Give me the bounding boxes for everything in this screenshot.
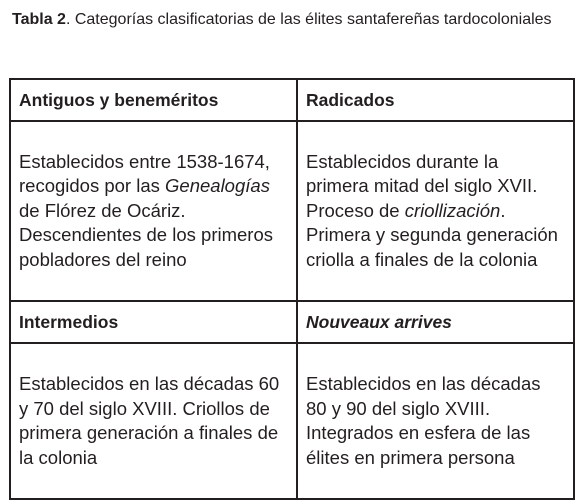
header-nouveaux-arrives: Nouveaux arrives bbox=[297, 301, 574, 343]
categories-table bbox=[9, 78, 575, 500]
cell-italic-text: criollización bbox=[404, 199, 501, 221]
table-header-row bbox=[10, 79, 574, 121]
cell-text: de Flórez de Ocáriz. Descendientes de los primeros pobladores del reino bbox=[19, 199, 273, 270]
cell-antiguos bbox=[10, 121, 297, 301]
table-row bbox=[10, 121, 574, 301]
header-radicados: Radicados bbox=[297, 79, 574, 121]
cell-radicados bbox=[297, 121, 574, 301]
cell-intermedios bbox=[10, 343, 297, 499]
table-row bbox=[10, 343, 574, 499]
cell-text: . Primera y segunda generación criolla a finales de la colonia bbox=[306, 199, 558, 270]
table-caption bbox=[12, 8, 568, 32]
table-caption-text: . Categorías clasificatorias de las élites santafereñas tardocoloniales bbox=[65, 11, 552, 28]
table-header-row bbox=[10, 301, 574, 343]
cell-nouveaux-arrives bbox=[297, 343, 574, 499]
header-antiguos: Antiguos y beneméritos bbox=[10, 79, 297, 121]
table-caption-label: Tabla 2 bbox=[12, 11, 66, 28]
cell-text: Establecidos en las décadas 80 y 90 del siglo XVIII. Integrados en esfera de las élites en primera persona bbox=[306, 373, 541, 468]
cell-italic-text: Genealogías bbox=[165, 175, 270, 197]
cell-text: Establecidos en las décadas 60 y 70 del siglo XVIII. Criollos de primera generación a finales de la colonia bbox=[19, 373, 280, 468]
cell-text: Establecidos entre 1538-1674, recogidos por las bbox=[19, 150, 270, 197]
cell-text: Establecidos durante la primera mitad del siglo XVII. Proceso de bbox=[306, 150, 538, 221]
header-intermedios: Intermedios bbox=[10, 301, 297, 343]
